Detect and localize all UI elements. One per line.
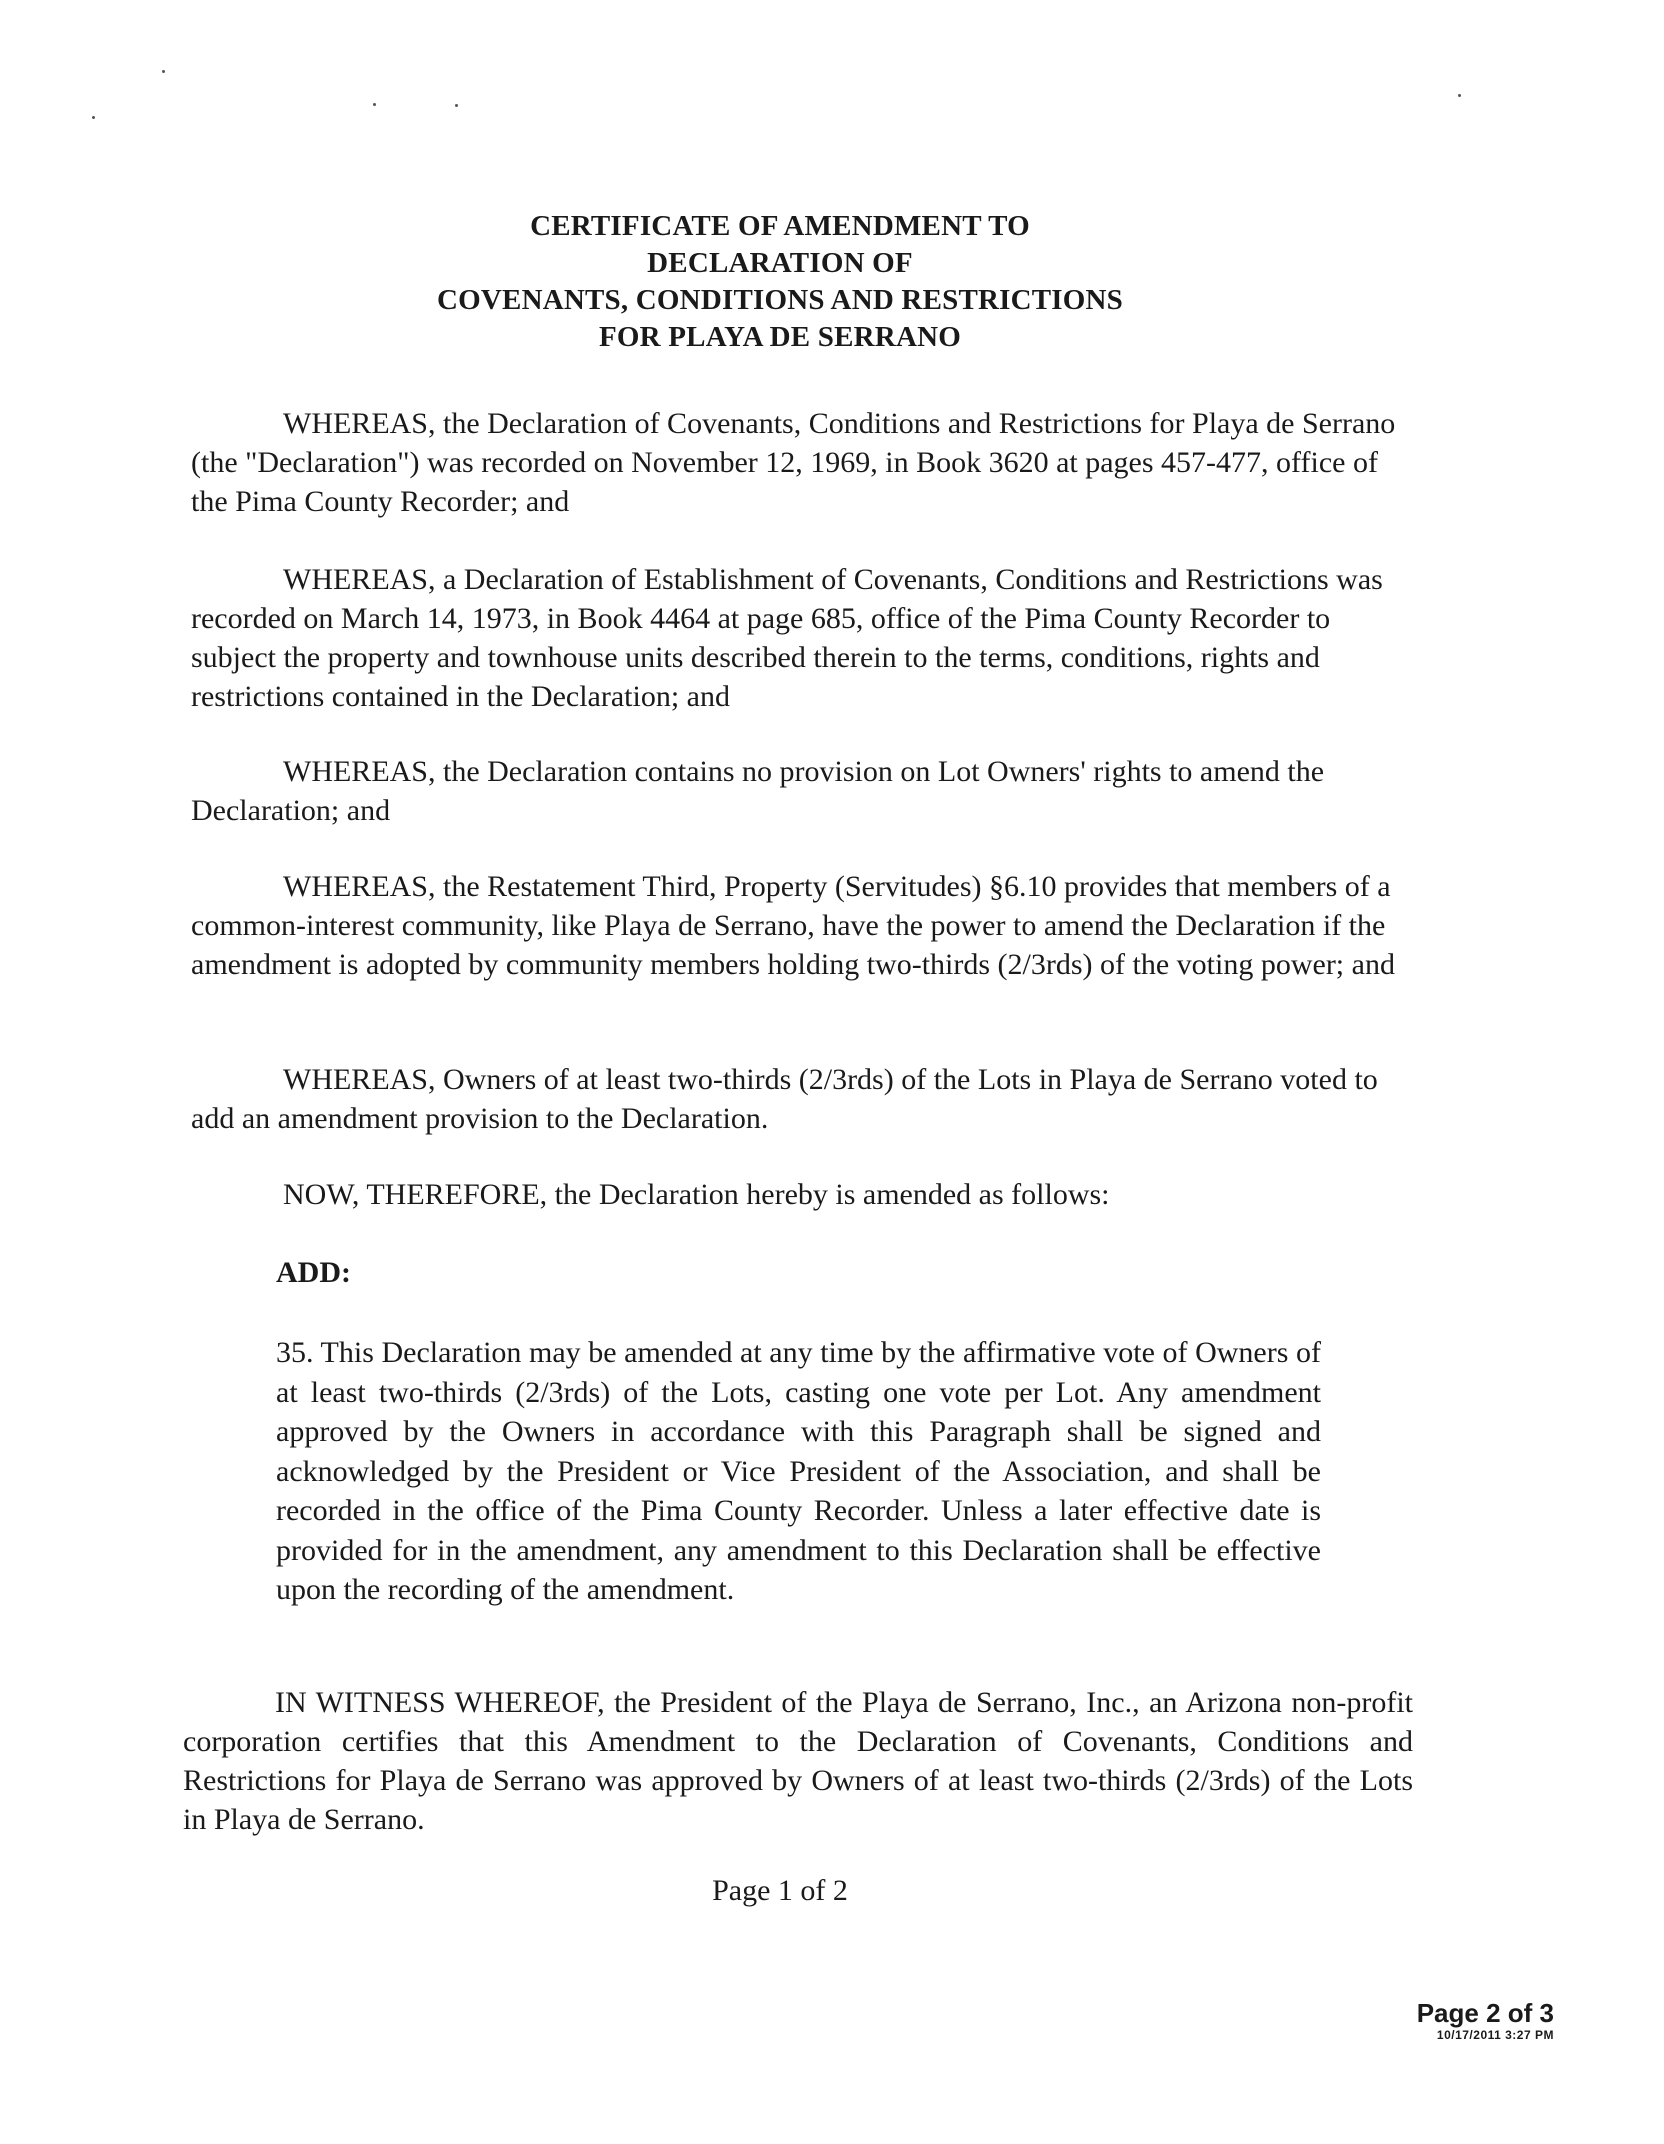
scan-speck — [92, 116, 95, 119]
scan-speck — [1458, 94, 1461, 97]
title-line: CERTIFICATE OF AMENDMENT TO — [530, 210, 1030, 242]
scan-speck — [455, 104, 458, 107]
title-line: DECLARATION OF — [647, 247, 913, 279]
whereas-paragraph-4: WHEREAS, the Restatement Third, Property (Servitudes) §6.10 provides that members of a common-interest community, like Playa de Serrano, have the power to amend the Declaration if the amendment is adopted by community members holding two-thirds (2/3rds) of the voting power; and — [191, 870, 1395, 981]
title-line: COVENANTS, CONDITIONS AND RESTRICTIONS — [436, 284, 1124, 316]
page-number: Page 1 of 2 — [712, 1874, 848, 1907]
whereas-paragraph-5: WHEREAS, Owners of at least two-thirds (2/3rds) of the Lots in Playa de Serrano voted to add an amendment provision to the Declaration. — [191, 1063, 1378, 1135]
recorder-stamp — [1417, 1998, 1554, 2042]
whereas-paragraph-1: WHEREAS, the Declaration of Covenants, Conditions and Restrictions for Playa de Serrano (the "Declaration") was recorded on November 12, 1969, in Book 3620 at pages 457-477, office of the Pima County Recorder; and — [191, 407, 1396, 518]
title-line: FOR PLAYA DE SERRANO — [598, 321, 961, 353]
amendment-clause-35: 35. This Declaration may be amended at any time by the affirmative vote of Owners of at least two-thirds (2/3rds) of the Lots, casting one vote per Lot. Any amendment approved by the Owners in accordance with this Paragraph shall be signed and acknowledged by the President or Vice President of the Association, and shall be recorded in the office of the Pima County Recorder. Unless a later effective date is provided for in the amendment, any amendment to this Declaration shall be effective upon the recording of the amendment. — [276, 1336, 1321, 1606]
scan-speck — [162, 70, 165, 73]
scan-speck — [373, 103, 376, 106]
witness-paragraph: IN WITNESS WHEREOF, the President of the Playa de Serrano, Inc., an Arizona non-profit corporation certifies that this Amendment to the Declaration of Covenants, Conditions and Restrictions for Playa de Serrano was approved by Owners of at least two-thirds (2/3rds) of the Lots in Playa de Serrano. — [183, 1686, 1413, 1836]
now-therefore-line: NOW, THEREFORE, the Declaration hereby is amended as follows: — [283, 1178, 1110, 1211]
stamp-page-count: Page 2 of 3 — [1416, 1998, 1554, 2028]
stamp-datetime: 10/17/2011 3:27 PM — [1436, 2028, 1554, 2042]
document-title — [0, 208, 1560, 356]
whereas-paragraph-3: WHEREAS, the Declaration contains no provision on Lot Owners' rights to amend the Declaration; and — [191, 755, 1325, 827]
add-label: ADD: — [276, 1256, 351, 1289]
whereas-paragraph-2: WHEREAS, a Declaration of Establishment of Covenants, Conditions and Restrictions was recorded on March 14, 1973, in Book 4464 at page 685, office of the Pima County Recorder to subject the property and townhouse units described therein to the terms, conditions, rights and restrictions contained in the Declaration; and — [191, 563, 1383, 713]
